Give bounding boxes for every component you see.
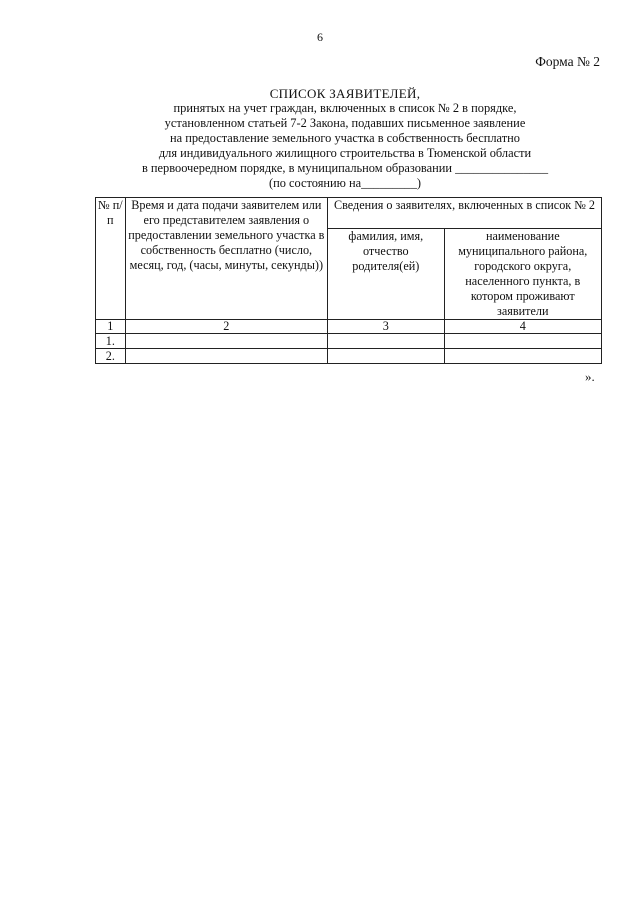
column-index: 3 xyxy=(328,320,445,334)
table-header-row xyxy=(96,198,602,229)
column-index-row xyxy=(96,320,602,334)
header-number: № п/п xyxy=(96,198,126,320)
row-residence-cell xyxy=(444,349,601,364)
form-label: Форма № 2 xyxy=(535,54,600,69)
column-index: 4 xyxy=(444,320,601,334)
closing-quote: ». xyxy=(585,369,595,384)
row-number: 2. xyxy=(96,349,126,364)
title-line-3: на предоставление земельного участка в собственность бесплатно xyxy=(170,131,520,145)
row-time-cell xyxy=(125,334,327,349)
column-index: 1 xyxy=(96,320,126,334)
row-full-name-cell xyxy=(328,349,445,364)
title-line-4: для индивидуального жилищного строительства в Тюменской области xyxy=(158,146,532,160)
document-title xyxy=(100,86,590,191)
list-heading: СПИСОК ЗАЯВИТЕЛЕЙ, xyxy=(269,86,421,101)
header-submission-time: Время и дата подачи заявителем или его представителем заявления о предоставлении земельного участка в собственность бесплатно (число, месяц, год, (часы, минуты, секунды)) xyxy=(125,198,327,320)
row-residence-cell xyxy=(444,334,601,349)
row-number: 1. xyxy=(96,334,126,349)
table-row xyxy=(96,334,602,349)
row-full-name-cell xyxy=(328,334,445,349)
title-line-1: принятых на учет граждан, включенных в список № 2 в порядке, xyxy=(173,101,517,115)
header-full-name: фамилия, имя, отчество родителя(ей) xyxy=(328,229,445,320)
title-line-5: в первоочередном порядке, в муниципальном образовании _______________ xyxy=(141,161,549,175)
title-line-2: установленном статьей 7-2 Закона, подавших письменное заявление xyxy=(164,116,526,130)
column-index: 2 xyxy=(125,320,327,334)
applicants-table xyxy=(95,197,602,364)
row-time-cell xyxy=(125,349,327,364)
header-applicants-info: Сведения о заявителях, включенных в список № 2 xyxy=(328,198,602,229)
table-row xyxy=(96,349,602,364)
page-number: 6 xyxy=(317,30,323,44)
header-residence: наименование муниципального района, городского округа, населенного пункта, в котором проживают заявители xyxy=(444,229,601,320)
title-line-6: (по состоянию на_________) xyxy=(268,176,422,190)
